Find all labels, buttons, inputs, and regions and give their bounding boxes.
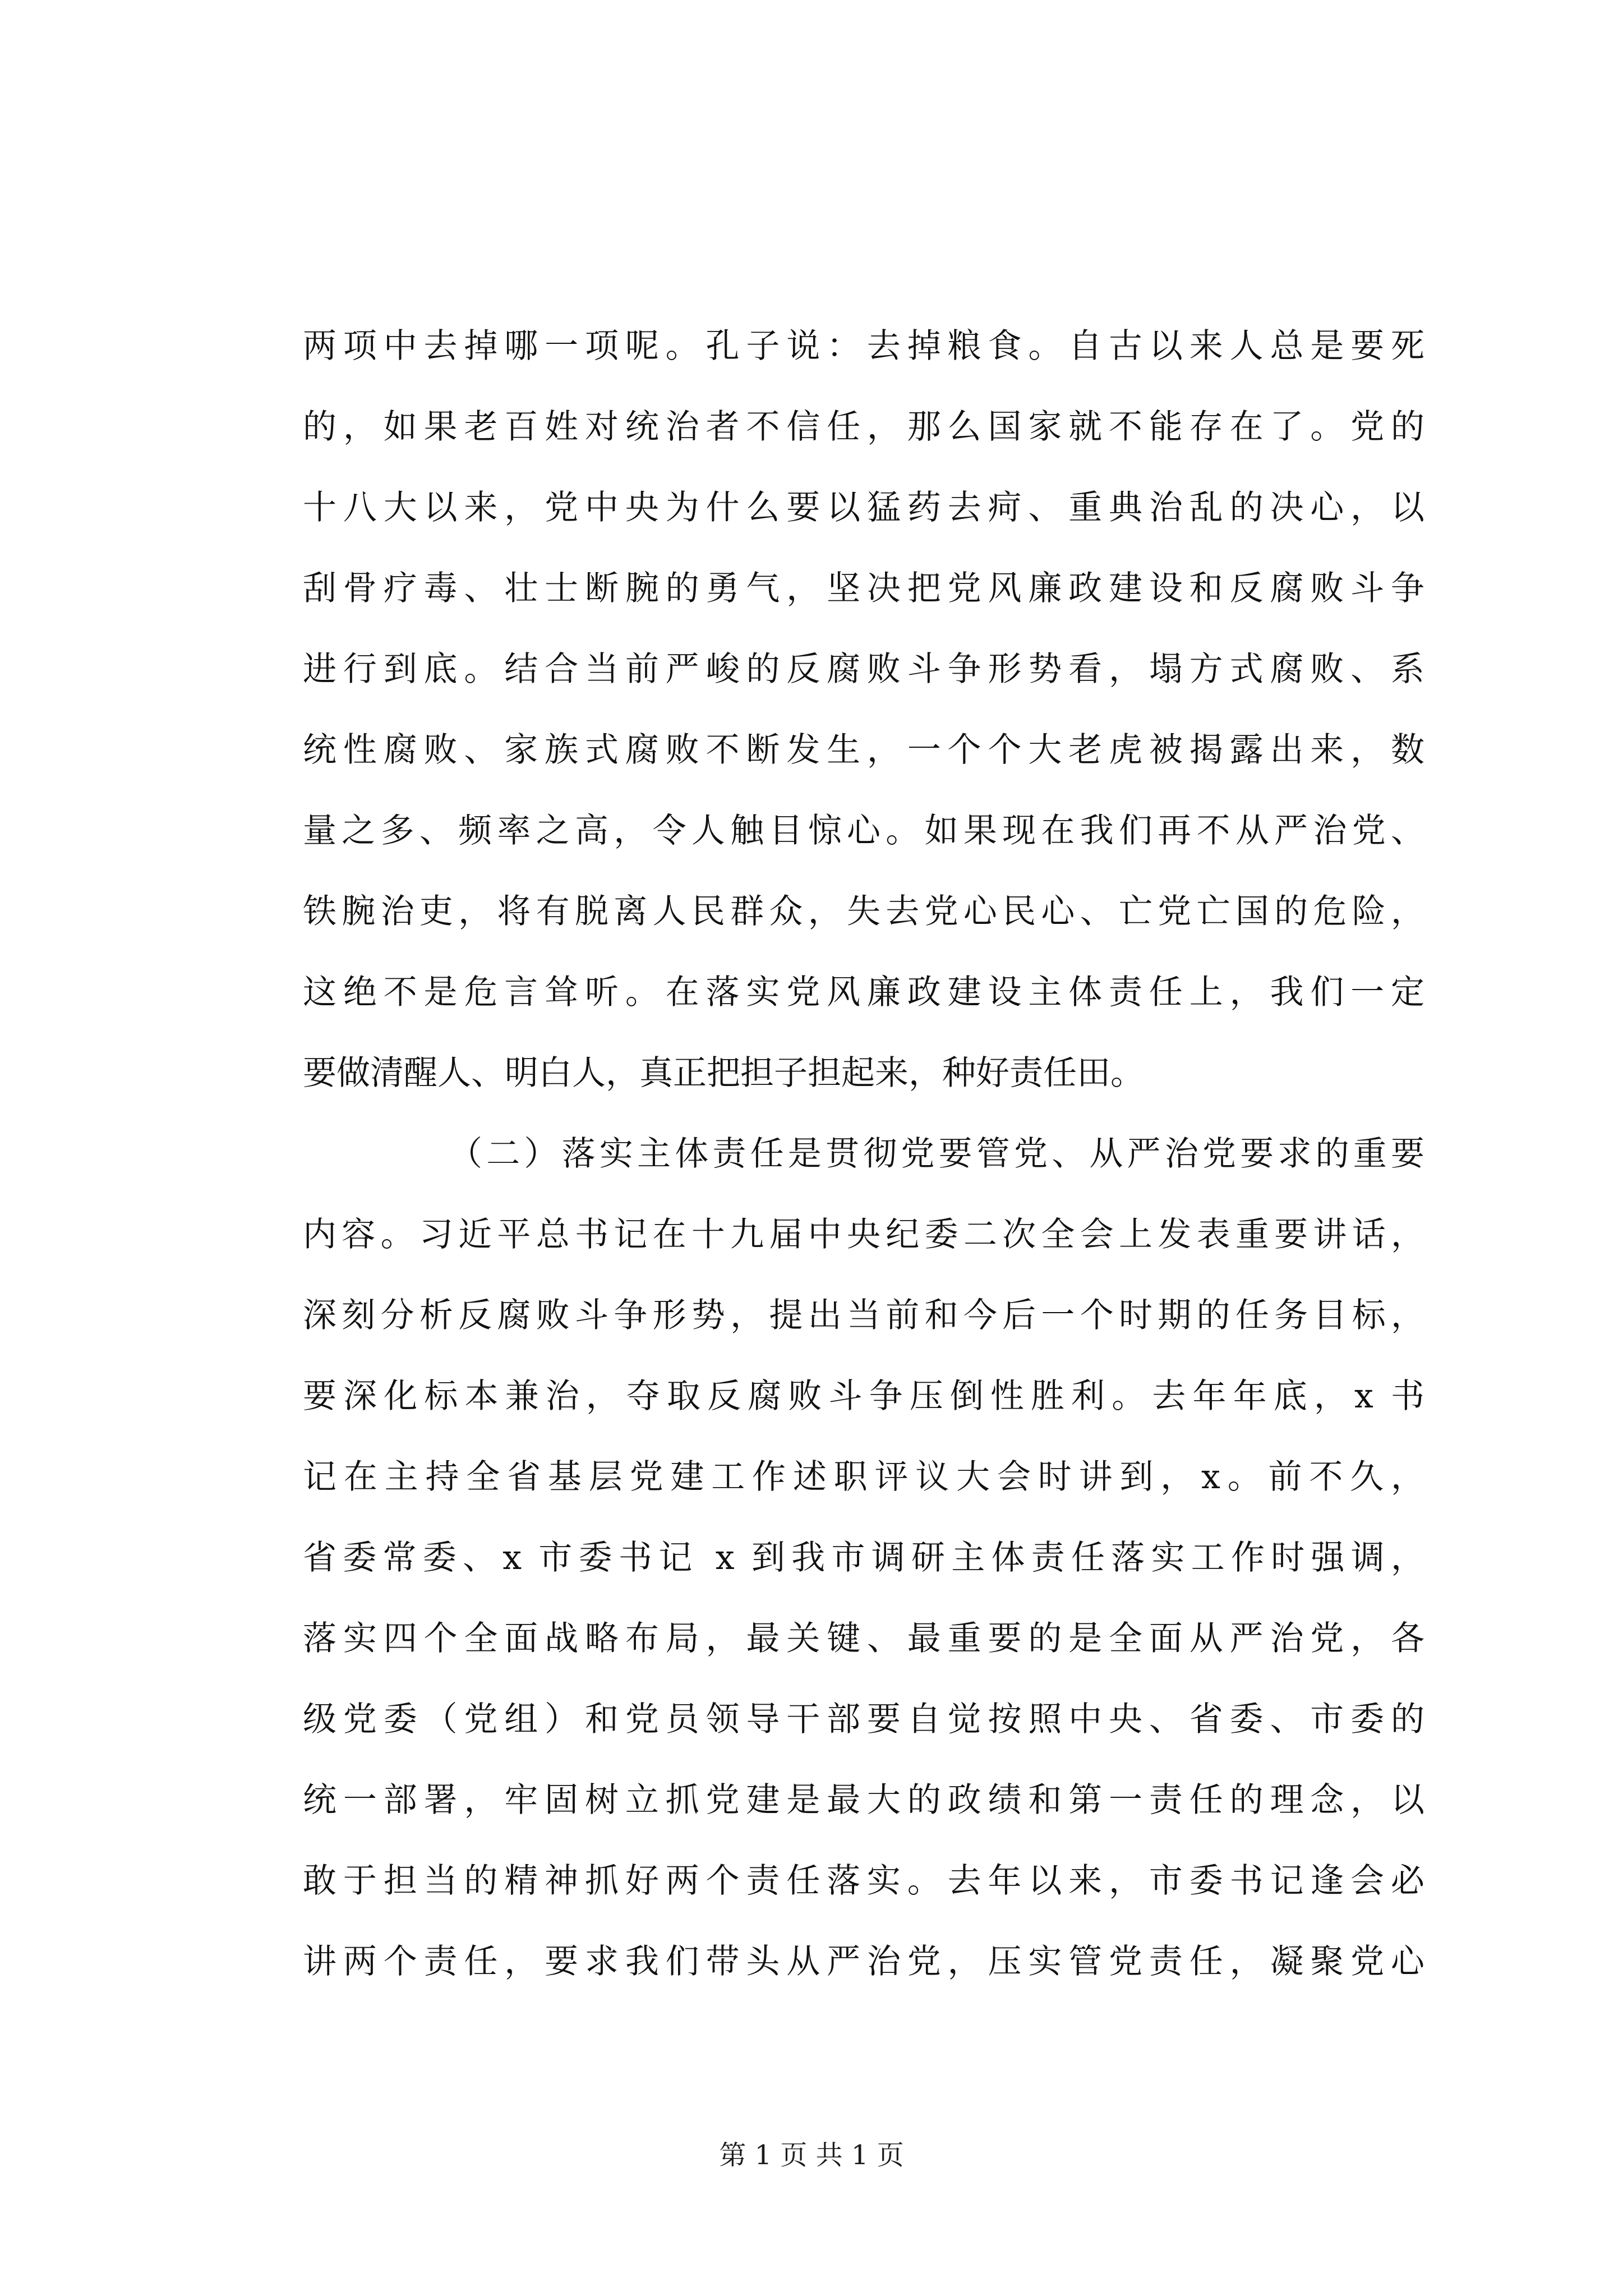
paragraph-1-line-8: 铁腕治吏，将有脱离人民群众，失去党心民心、亡党亡国的危险， bbox=[303, 892, 1424, 931]
paragraph-2-line-5: 记在主持全省基层党建工作述职评议大会时讲到，x。前不久， bbox=[303, 1457, 1424, 1497]
paragraph-1-line-7: 量之多、频率之高，令人触目惊心。如果现在我们再不从严治党、 bbox=[303, 811, 1424, 850]
page-footer bbox=[0, 2138, 1623, 2172]
paragraph-2-line-2: 内容。习近平总书记在十九届中央纪委二次全会上发表重要讲话， bbox=[303, 1215, 1424, 1254]
paragraph-2-line-3: 深刻分析反腐败斗争形势，提出当前和今后一个时期的任务目标， bbox=[303, 1296, 1424, 1335]
paragraph-1-line-4: 刮骨疗毒、壮士断腕的勇气，坚决把党风廉政建设和反腐败斗争 bbox=[303, 569, 1424, 608]
paragraph-1-line-3: 十八大以来，党中央为什么要以猛药去疴、重典治乱的决心，以 bbox=[303, 488, 1424, 527]
page-number-label: 第 1 页 共 1 页 bbox=[719, 2139, 904, 2171]
paragraph-1-line-10: 要做清醒人、明白人，真正把担子担起来，种好责任田。 bbox=[303, 1053, 1144, 1093]
paragraph-1-line-1: 两项中去掉哪一项呢。孔子说：去掉粮食。自古以来人总是要死 bbox=[303, 326, 1424, 366]
paragraph-2-line-11: 讲两个责任，要求我们带头从严治党，压实管党责任，凝聚党心 bbox=[303, 1942, 1424, 1981]
paragraph-2-line-6: 省委常委、x 市委书记 x 到我市调研主体责任落实工作时强调， bbox=[303, 1538, 1424, 1577]
paragraph-1-line-6: 统性腐败、家族式腐败不断发生，一个个大老虎被揭露出来，数 bbox=[303, 730, 1424, 770]
paragraph-2-line-4: 要深化标本兼治，夺取反腐败斗争压倒性胜利。去年年底，x 书 bbox=[303, 1377, 1424, 1416]
paragraph-1-line-9: 这绝不是危言耸听。在落实党风廉政建设主体责任上，我们一定 bbox=[303, 973, 1424, 1012]
paragraph-1-line-5: 进行到底。结合当前严峻的反腐败斗争形势看，塌方式腐败、系 bbox=[303, 650, 1424, 689]
paragraph-1-line-2: 的，如果老百姓对统治者不信任，那么国家就不能存在了。党的 bbox=[303, 407, 1424, 447]
paragraph-2-line-10: 敢于担当的精神抓好两个责任落实。去年以来，市委书记逢会必 bbox=[303, 1861, 1424, 1901]
paragraph-2-line-9: 统一部署，牢固树立抓党建是最大的政绩和第一责任的理念，以 bbox=[303, 1780, 1424, 1820]
paragraph-2-line-1: （二）落实主体责任是贯彻党要管党、从严治党要求的重要 bbox=[449, 1134, 1424, 1174]
paragraph-2-line-7: 落实四个全面战略布局，最关键、最重要的是全面从严治党，各 bbox=[303, 1619, 1424, 1658]
paragraph-2-line-8: 级党委（党组）和党员领导干部要自觉按照中央、省委、市委的 bbox=[303, 1700, 1424, 1739]
document-body bbox=[303, 306, 1424, 2002]
